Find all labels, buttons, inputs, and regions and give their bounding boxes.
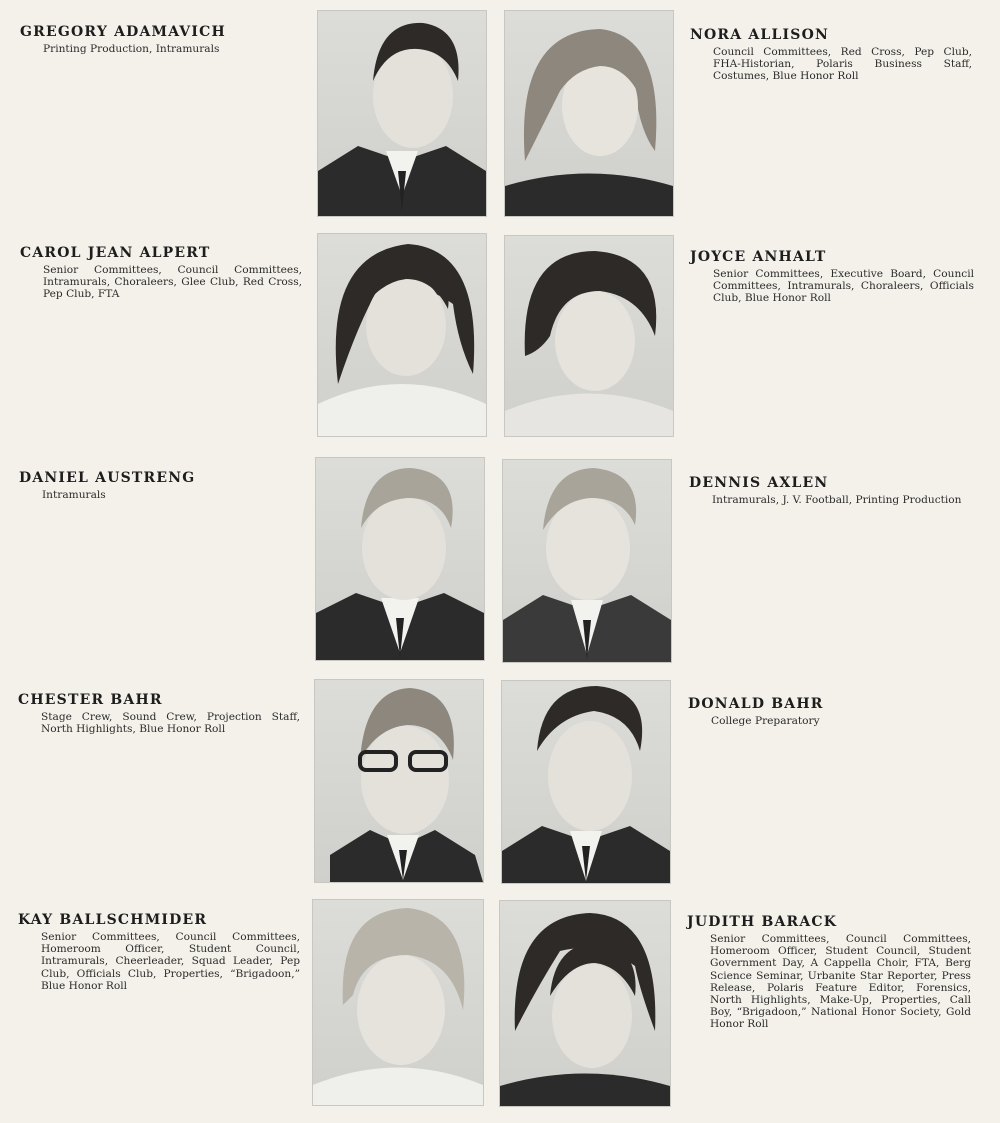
student-portrait-alpert [318,234,486,436]
student-name: DONALD BAHR [688,696,824,712]
student-portrait-donald-bahr [502,681,670,883]
student-portrait-ballschmider [313,900,483,1105]
student-name: JOYCE ANHALT [690,249,827,265]
student-activities: Stage Crew, Sound Crew, Projection Staff, North Highlights, Blue Honor Roll [41,711,300,736]
student-portrait-anhalt [505,236,673,436]
student-name: CAROL JEAN ALPERT [20,245,211,261]
student-activities: Council Committees, Red Cross, Pep Club, FHA-Historian, Polaris Business Staff, Costumes, Blue Honor Roll [713,46,972,83]
student-portrait-barack [500,901,670,1106]
student-entry-axlen [689,475,973,506]
student-activities: Senior Committees, Council Committees, Homeroom Officer, Student Council, Student Government Day, A Cappella Choir, FTA, Berg Science Seminar, Urbanite Star Reporter, Press Release, Polaris Feature Editor, Forensics, North Highlights, Make-Up, Properties, Call Boy, “Brigadoon,” National Honor Society, Gold Honor Roll [710,933,971,1031]
student-portrait-adamavich [318,11,486,216]
student-portrait-axlen [503,460,671,662]
student-entry-allison [690,27,972,83]
student-entry-adamavich [20,24,300,55]
student-entry-barack [687,914,971,1031]
student-entry-ballschmider [18,912,300,992]
student-entry-donald-bahr [688,696,972,727]
student-name: JUDITH BARACK [687,914,838,930]
student-entry-austreng [19,470,301,501]
student-entry-anhalt [690,249,974,305]
student-name: DENNIS AXLEN [689,475,829,491]
student-portrait-allison [505,11,673,216]
student-entry-alpert [20,245,302,301]
student-name: DANIEL AUSTRENG [19,470,196,486]
student-name: GREGORY ADAMAVICH [20,24,226,40]
student-activities: Printing Production, Intramurals [43,43,220,55]
student-name: CHESTER BAHR [18,692,163,708]
student-activities: Senior Committees, Council Committees, Homeroom Officer, Student Council, Intramurals, Cheerleader, Squad Leader, Pep Club, Officials Club, Properties, “Brigadoon,” Blue Honor Roll [41,931,300,992]
student-portrait-austreng [316,458,484,660]
student-activities: Senior Committees, Executive Board, Council Committees, Intramurals, Choraleers, Officials Club, Blue Honor Roll [713,268,974,305]
student-portrait-chester-bahr [315,680,483,882]
student-name: KAY BALLSCHMIDER [18,912,208,928]
student-name: NORA ALLISON [690,27,829,43]
student-activities: Intramurals, J. V. Football, Printing Production [712,494,962,506]
student-activities: Intramurals [42,489,106,501]
student-activities: College Preparatory [711,715,820,727]
student-entry-chester-bahr [18,692,300,735]
student-activities: Senior Committees, Council Committees, Intramurals, Choraleers, Glee Club, Red Cross, Pep Club, FTA [43,264,302,301]
